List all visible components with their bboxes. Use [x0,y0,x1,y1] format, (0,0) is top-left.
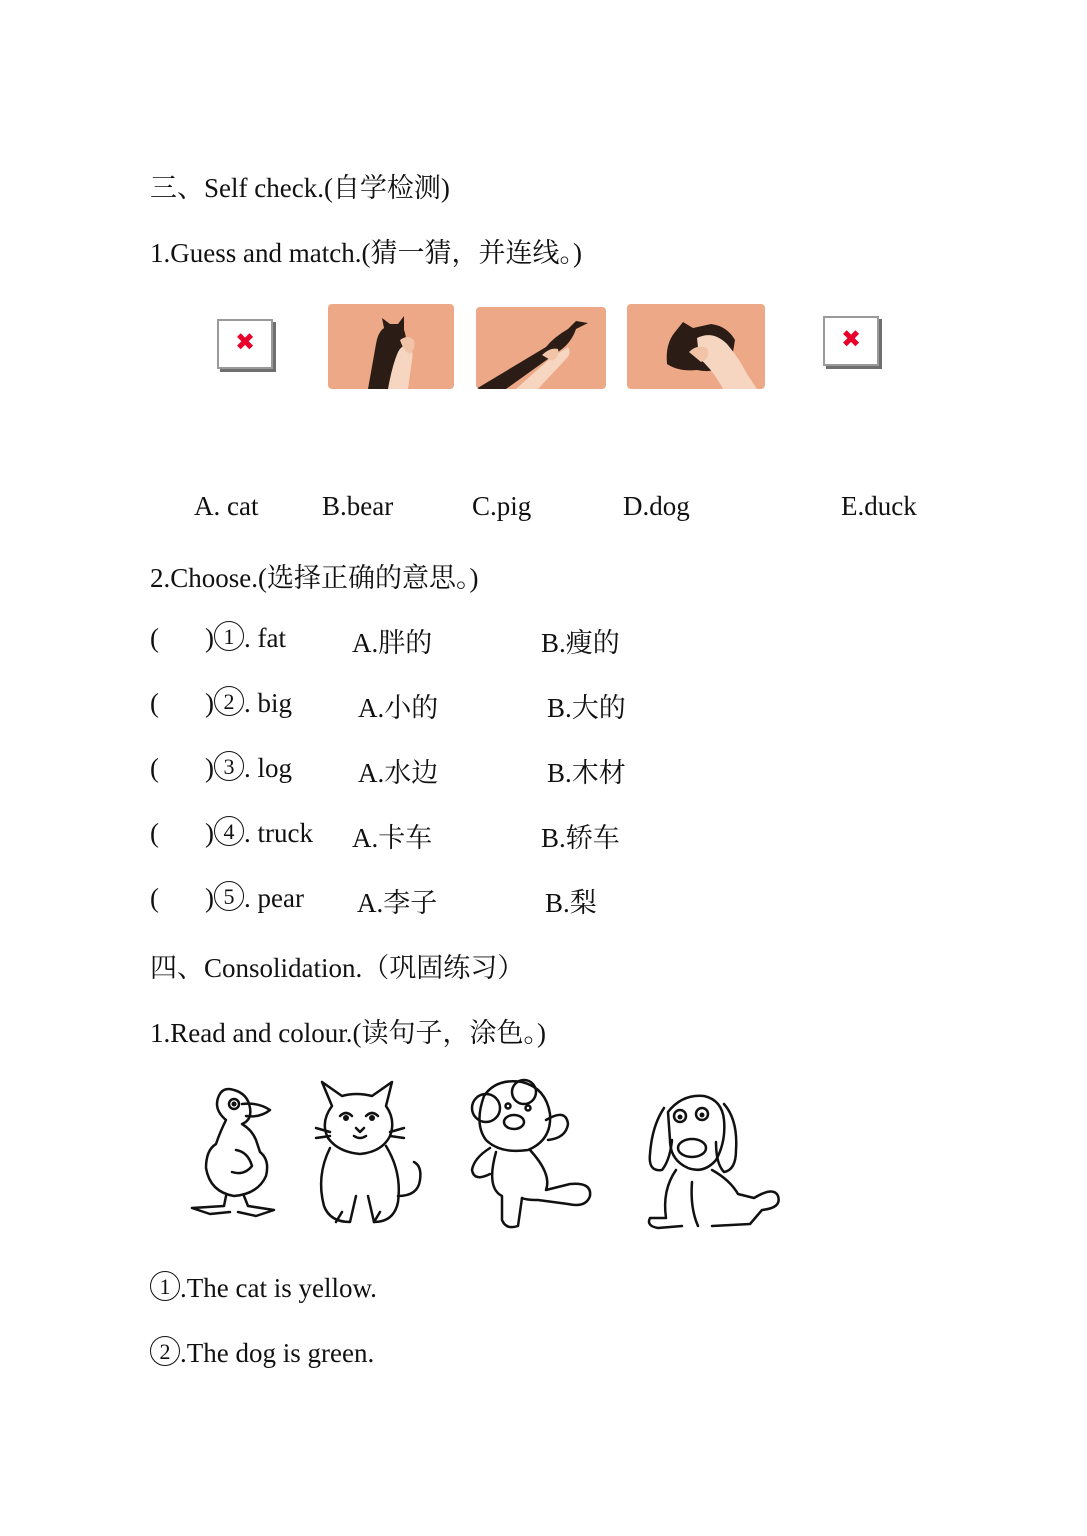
shadow-dog-svg [627,304,765,389]
sentence-two [150,1336,374,1369]
duck-drawing [186,1080,278,1220]
answer-blank[interactable]: ( ) [150,753,214,783]
choice-row [150,816,313,849]
sentence-one [150,1271,377,1304]
answer-blank[interactable]: ( ) [150,883,214,913]
english-word: . fat [244,623,286,653]
guess-match-title: 1.Guess and match.(猜一猜，并连线。) [150,238,582,268]
item-number: 1 [214,621,244,651]
bear-drawing [466,1078,596,1230]
answer-blank[interactable]: ( ) [150,818,214,848]
option-b-meaning: B.大的 [547,693,626,723]
shadow-cat-svg [328,304,454,389]
answer-blank[interactable]: ( ) [150,688,214,718]
shadow-duck-svg [476,307,606,389]
choice-row [150,881,304,914]
sentence-number: 2 [150,1336,180,1366]
item-number: 2 [214,686,244,716]
english-word: . truck [244,818,313,848]
choose-title: 2.Choose.(选择正确的意思。) [150,563,479,593]
shadow-puppet-dog-picture [627,304,765,389]
choice-row [150,686,292,719]
sentence-number: 1 [150,1271,180,1301]
section-four-title: 四、Consolidation.（巩固练习） [150,953,525,983]
choice-row [150,751,292,784]
option-a-meaning: A.水边 [358,758,439,788]
option-a-meaning: A.李子 [357,888,438,918]
option-b: B.bear [322,491,394,521]
dog-drawing [642,1090,786,1232]
english-word: . big [244,688,293,718]
broken-image-icon: ✖ [217,319,273,369]
answer-blank[interactable]: ( ) [150,623,214,653]
section-three-title: 三、Self check.(自学检测) [150,173,450,203]
english-word: . pear [244,883,304,913]
read-colour-title: 1.Read and colour.(读句子，涂色。) [150,1018,546,1048]
option-a-meaning: A.小的 [358,693,439,723]
option-a-meaning: A.卡车 [352,823,433,853]
shadow-puppet-duck-picture [476,307,606,389]
sentence-text: .The cat is yellow. [180,1273,377,1303]
option-b-meaning: B.瘦的 [541,628,620,658]
item-number: 4 [214,816,244,846]
choice-row [150,621,286,654]
option-b-meaning: B.轿车 [541,823,620,853]
broken-image-icon: ✖ [823,316,879,366]
option-e: E.duck [841,491,917,521]
option-a: A. cat [194,491,259,521]
option-d: D.dog [623,491,690,521]
sentence-text: .The dog is green. [180,1338,375,1368]
cat-drawing [310,1076,424,1226]
english-word: . log [244,753,293,783]
shadow-puppet-cat-picture [328,304,454,389]
option-b-meaning: B.木材 [547,758,626,788]
item-number: 3 [214,751,244,781]
item-number: 5 [214,881,244,911]
option-a-meaning: A.胖的 [352,628,433,658]
option-b-meaning: B.梨 [545,888,597,918]
option-c: C.pig [472,491,532,521]
